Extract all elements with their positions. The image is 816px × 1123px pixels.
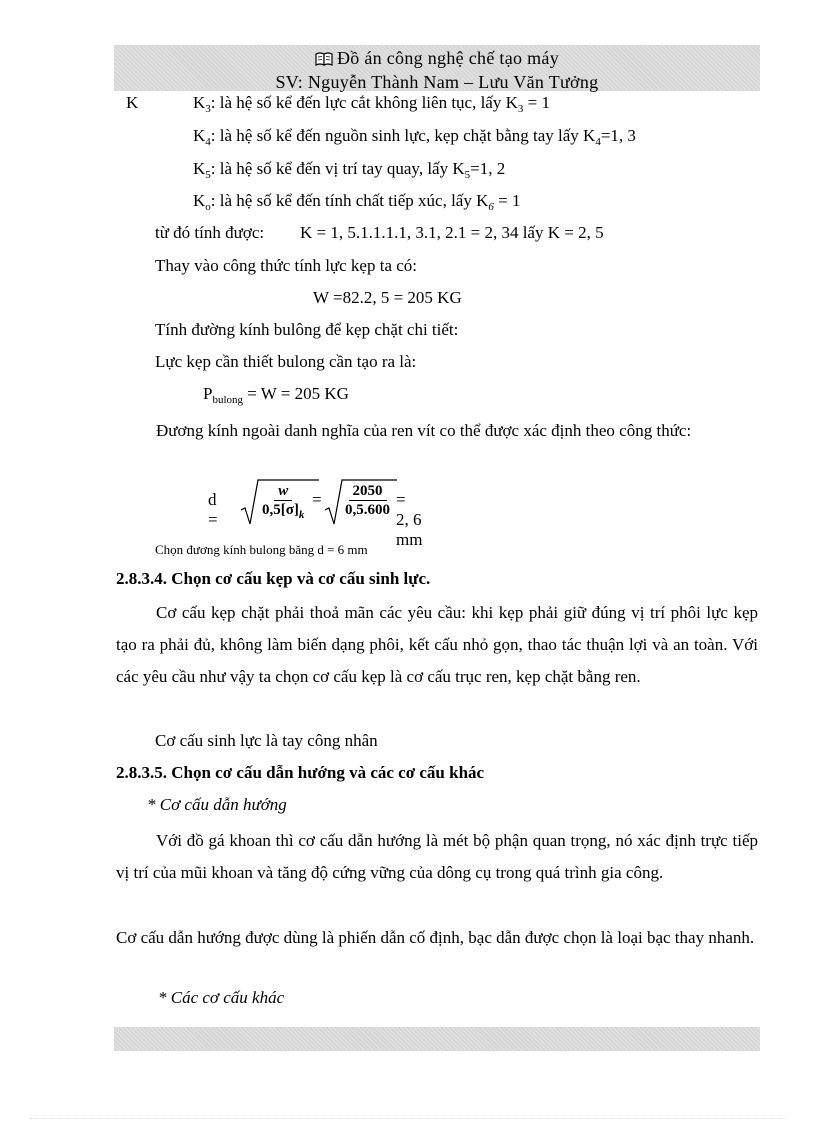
fraction-1-den: $0,5[\sigma]_k$ [262,502,305,521]
page-header [114,45,760,91]
header-title-line [114,47,760,71]
fraction-2-num: 2050 [349,482,387,501]
k3-text: : là hệ số kể đến lực cắt không liên tục, lấy K [210,93,518,112]
p-sub: bulong [212,394,244,406]
d-label: d = [208,490,218,529]
page-edge-dots [30,1118,786,1119]
section-2835-para2: Cơ cấu dẫn hướng được dùng là phiến dẫn cố định, bạc dẫn được chọn là loại bạc thay nhanh. [116,928,755,947]
k5-text: : là hệ số kể đến vị trí tay quay, lấy K [210,159,465,178]
fraction-1-num: w [274,482,292,501]
section-2835-sub1: * Cơ cấu dẫn hướng [147,795,287,814]
fraction-2-den: 0,5.600 [345,502,390,518]
k-result: K = 1, 5.1.1.1.1, 3.1, 2.1 = 2, 34 lấy K = 2, 5 [300,223,604,242]
k3-line: $K_3$: là hệ số kể đến lực cắt không liên tục, lấy $K_3 = 1$ [193,93,550,115]
section-2835-heading: 2.8.3.5. Chọn cơ cấu dẫn hướng và các cơ cấu khác [116,763,485,782]
header-authors: SV: Nguyễn Thành Nam – Lưu Văn Tưởng [275,72,599,92]
page-footer [114,1027,760,1051]
section-2834-heading: 2.8.3.4. Chọn cơ cấu kẹp và cơ cấu sinh lực. [116,569,431,588]
k5-line: $K_5$: là hệ số kể đến vị trí tay quay, lấy $K_5=1$, 2 [193,159,506,181]
choose-d: Chọn đương kính bulong băng d = 6 mm [155,542,368,557]
p-label: P [203,384,213,403]
header-title: Đồ án công nghệ chế tạo máy [336,48,560,68]
section-2834-para2: Cơ cấu sinh lực là tay công nhân [155,731,378,750]
bolt-force-intro: Lực kẹp cần thiết bulong cần tạo ra là: [155,352,417,371]
section-2835-sub2: * Các cơ cấu khác [158,988,285,1007]
section-2835-para1: Với đồ gá khoan thì cơ cấu dẫn hướng là mét bộ phận quan trọng, nó xác định trực tiếp vị trí của mũi khoan và tăng độ cứng vững của dông cụ trong quá trình gia công. [116,831,758,882]
p-value: = W = 205 KG [243,384,349,403]
d-result: = 2, 6 mm [396,490,423,549]
section-2834-para1: Cơ cấu kẹp chặt phải thoả mãn các yêu cầu: khi kẹp phải giữ đúng vị trí phôi lực kẹp tạo ra phải đủ, không làm biến dạng phôi, kết cấu nhỏ gọn, thao tác thuận lợi và an toàn. Với các yêu cầu như vậy ta chọn cơ cấu kẹp là cơ cấu trục ren, kẹp chặt bằng ren. [116,603,758,686]
k6-value: = 1 [493,191,521,210]
from-label: từ đó tính được: [155,223,265,242]
p-bulong-formula [203,383,349,405]
fraction-2 [341,482,394,519]
k4-line: $K_4$: là hệ số kể đến nguồn sinh lực, kẹp chặt bằng tay lấy $K_4=1$, 3 [193,126,636,148]
k6-text: : là hệ số kể đến tính chất tiếp xúc, lấy K [210,191,489,210]
book-icon [315,49,333,71]
substitute-text: Thay vào công thức tính lực kẹp ta có: [155,256,418,275]
k4-value: =1, 3 [600,126,636,145]
k6-line: $K_o$: là hệ số kể đến tính chất tiếp xúc, lấy $K_6 = 1$ [193,191,521,213]
k-label: K [126,93,139,112]
k3-value: = 1 [523,93,550,112]
w-formula: W =82.2, 5 = 205 KG [313,288,462,307]
fraction-1 [258,482,308,519]
bolt-intro: Tính đường kính bulông để kẹp chặt chi tiết: [155,320,459,339]
diameter-paragraph: Đương kính ngoài danh nghĩa của ren vít co thể được xác định theo công thức: [156,421,692,440]
k5-value: =1, 2 [470,159,506,178]
k4-text: : là hệ số kể đến nguồn sinh lực, kẹp chặt bằng tay lấy K [210,126,596,145]
